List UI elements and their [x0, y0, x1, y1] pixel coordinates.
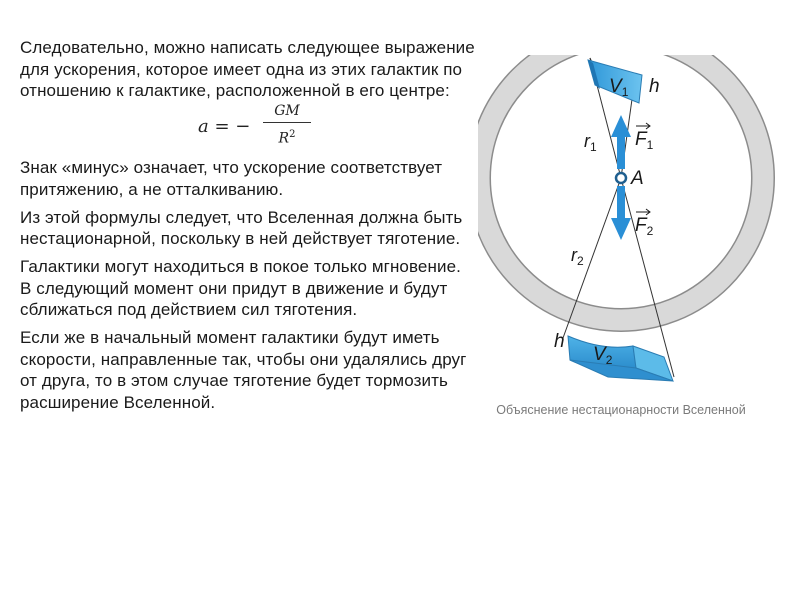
label-v1: $V_1$ — [609, 76, 629, 99]
formula-denominator: R — [278, 130, 290, 147]
label-r1: $r_1$ — [584, 131, 597, 154]
paragraph-minus-sign: Знак «минус» означает, что ускорение соответствует притяжению, а не отталкиванию. — [20, 158, 443, 199]
article-text — [20, 37, 475, 414]
label-f2: $F_2$ — [635, 215, 654, 238]
label-v2: $V_2$ — [593, 344, 613, 367]
paragraph-acceleration-intro: Следовательно, можно написать следующее выражение для ускорения, которое имеет одна из этих галактик по отношению к галактике, расположенной в его центре: — [20, 38, 475, 101]
figure-caption: Объяснение нестационарности Вселенной — [496, 403, 746, 417]
paragraph-expansion: Если же в начальный момент галактики будут иметь скорости, направленные так, чтобы они удалялись друг от друга, то в этом случае тяготение будет тормозить расширение Вселенной. — [20, 328, 467, 413]
paragraph-rest-moment: Галактики могут находиться в покое только мгновение. В следующий момент они придут в движение и будут сближаться под действием сил тяготения. — [20, 256, 461, 320]
paragraph-nonstationary: Из этой формулы следует, что Вселенная должна быть нестационарной, поскольку в ней действует тяготение. — [20, 207, 463, 249]
volume-v2 — [568, 336, 673, 381]
fraction-bar — [263, 122, 311, 123]
formula-lhs: a = − — [198, 116, 251, 138]
label-h-bottom: h — [554, 331, 565, 352]
label-f1: $F_1$ — [635, 129, 654, 152]
formula-fraction — [263, 102, 311, 148]
formula-denominator-wrap — [263, 126, 311, 148]
universe-diagram — [478, 55, 798, 400]
point-a — [616, 173, 626, 183]
formula-exponent: 2 — [289, 129, 296, 141]
formula-numerator: GM — [274, 103, 300, 120]
label-a: A — [631, 168, 644, 189]
label-r2: $r_2$ — [571, 245, 584, 268]
label-h-top: h — [649, 76, 660, 97]
acceleration-formula — [20, 102, 475, 157]
